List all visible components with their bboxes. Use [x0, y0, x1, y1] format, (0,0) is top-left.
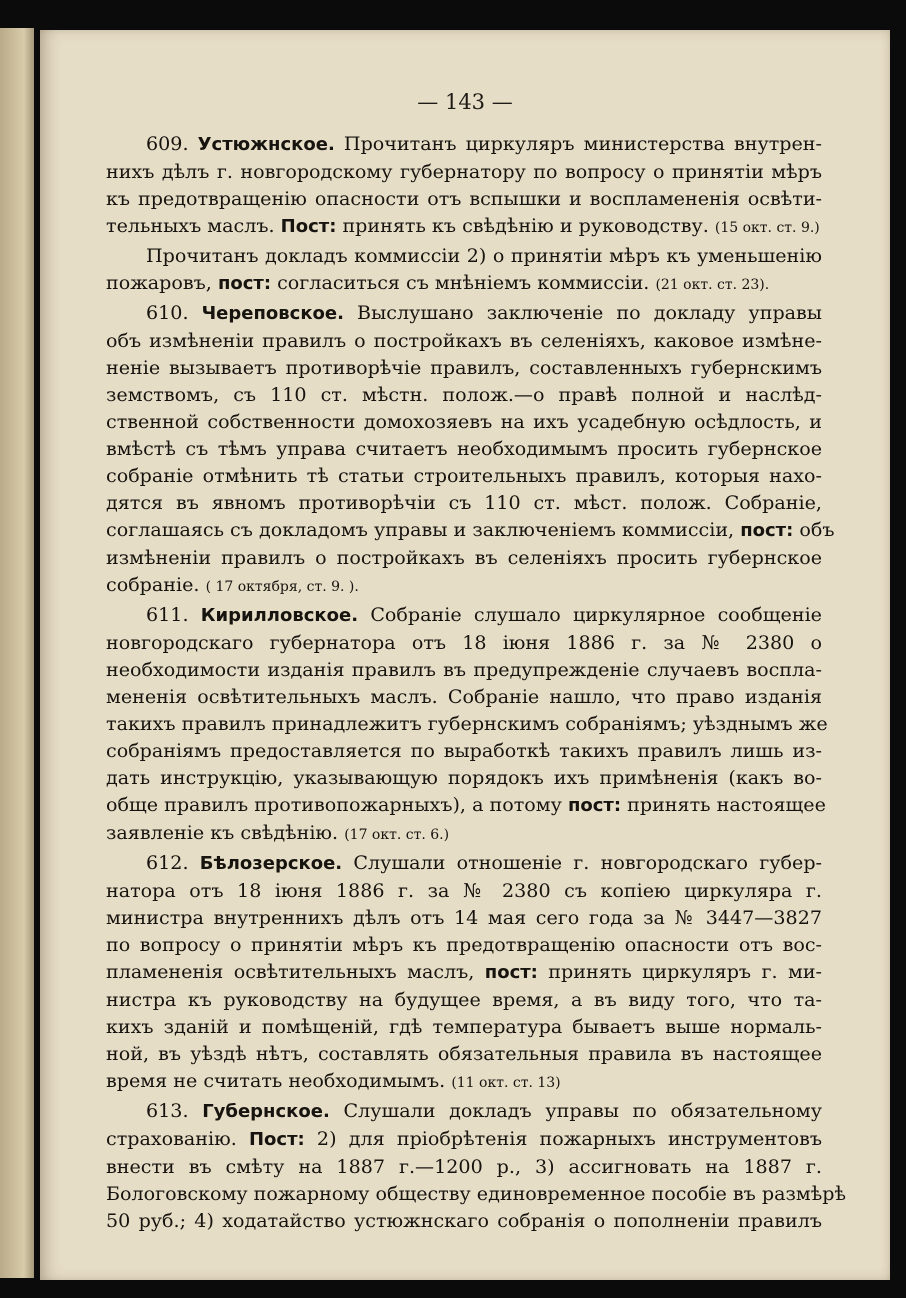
text-run: нистра къ руководству на будущее время, а въ виду того, что та-: [106, 988, 822, 1011]
text-run: пламененія освѣтительныхъ маслъ,: [106, 960, 485, 983]
text-line: [106, 489, 822, 516]
text-run: по вопросу о принятіи мѣръ къ предотвращенію опасности отъ вос-: [106, 933, 822, 956]
text-line: [106, 1153, 822, 1180]
text-run: къ предотвращенію опасности отъ вспышки и воспламененія освѣти-: [106, 187, 822, 210]
text-run: страхованію.: [106, 1127, 249, 1150]
text-run: собраніе.: [106, 573, 206, 596]
text-run: соглашаясь съ докладомъ управы и заключеніемъ коммиссіи,: [106, 518, 741, 541]
text-run: мененія освѣтительныхъ маслъ. Собраніе нашло, что право изданія: [106, 685, 822, 708]
text-run: собраніямъ предоставляется по выработкѣ такихъ правилъ лишь из-: [106, 739, 822, 762]
text-line: [106, 986, 822, 1013]
text-run: натора отъ 18 іюня 1886 г. за № 2380 съ копіею циркуляра г.: [106, 879, 822, 902]
text-line: [106, 791, 826, 819]
text-run: 611.: [146, 603, 201, 626]
text-line: [106, 1207, 822, 1234]
text-run: министра внутреннихъ дѣлъ отъ 14 мая сего года за № 3447—3827: [106, 906, 822, 929]
text-run: пожаровъ,: [106, 271, 218, 294]
text-line: [106, 381, 822, 408]
text-run: заявленіе къ свѣдѣнію.: [106, 821, 345, 844]
text-run: Бологовскому пожарному обществу единовременное пособіе въ размѣрѣ: [106, 1182, 847, 1205]
text-run: согласиться съ мнѣніемъ коммиссіи.: [271, 271, 656, 294]
text-line: [106, 710, 828, 737]
text-run: Слушали отношеніе г. новгородскаго губер-: [342, 851, 822, 874]
text-run: принять настоящее: [621, 793, 826, 816]
text-run: обще правилъ противопожарныхъ), а потому: [106, 793, 568, 816]
text-line: [106, 1097, 822, 1125]
text-line: [106, 1040, 822, 1067]
text-line: [106, 571, 822, 601]
text-line: [106, 737, 822, 764]
text-run: 610.: [146, 301, 202, 324]
text-line: [106, 1067, 822, 1097]
text-run: измѣненіи правилъ о постройкахъ въ селеніяхъ просить губернское: [106, 546, 822, 569]
bold-term: Пост:: [280, 216, 337, 237]
text-line: [106, 764, 822, 791]
text-line: [106, 629, 822, 656]
bold-term: пост:: [740, 520, 794, 541]
text-line: [106, 958, 822, 986]
bold-term: Череповское.: [201, 303, 344, 324]
text-line: [106, 462, 822, 489]
text-line: [106, 435, 822, 462]
text-run: собраніе отмѣнить тѣ статьи строительныхъ правилъ, которыя нахо-: [106, 464, 822, 487]
text-line: [106, 130, 822, 158]
text-run: 2) для пріобрѣтенія пожарныхъ инструментовъ: [304, 1127, 822, 1150]
text-line: [106, 516, 835, 544]
book-page: [40, 30, 890, 1280]
text-run: ственной собственности домохозяевъ на ихъ усадебную осѣдлость, и: [106, 410, 822, 433]
text-run: земствомъ, съ 110 ст. мѣстн. полож.—о правѣ полной и наслѣд-: [106, 383, 822, 406]
text-line: [106, 327, 822, 354]
text-run: Прочитанъ циркуляръ министерства внутрен-: [334, 132, 822, 155]
text-run: время не считать необходимымъ.: [106, 1069, 452, 1092]
bold-term: Губернское.: [202, 1101, 330, 1122]
text-line: [106, 408, 822, 435]
text-line: [106, 1180, 847, 1207]
text-run: тельныхъ маслъ.: [106, 214, 281, 237]
text-line: [106, 299, 822, 327]
text-run: объ измѣненіи правилъ о постройкахъ въ селеніяхъ, каковое измѣне-: [106, 329, 822, 352]
text-run: такихъ правилъ принадлежитъ губернскимъ собраніямъ; уѣзднымъ же: [106, 712, 828, 735]
text-line: [106, 601, 822, 629]
text-run: принять циркуляръ г. ми-: [537, 960, 822, 983]
text-line: [106, 185, 822, 212]
text-line: [106, 656, 822, 683]
text-run: объ: [793, 518, 835, 541]
text-run: дятся въ явномъ противорѣчіи съ 110 ст. мѣст. полож. Собраніе,: [106, 491, 822, 514]
text-line: [106, 1125, 822, 1153]
reference-note: ( 17 октября, ст. 9. ).: [205, 579, 359, 595]
text-line: [106, 212, 822, 242]
text-run: 613.: [146, 1099, 203, 1122]
text-run: внести въ смѣту на 1887 г.—1200 р., 3) ассигновать на 1887 г.: [106, 1155, 822, 1178]
reference-note: (15 окт. ст. 9.): [714, 220, 820, 236]
text-line: [106, 354, 822, 381]
text-run: ной, въ уѣздѣ нѣтъ, составлять обязательныя правила въ настоящее: [106, 1042, 822, 1065]
text-run: Слушали докладъ управы по обязательному: [329, 1099, 822, 1122]
text-line: [106, 544, 822, 571]
text-line: [106, 849, 822, 877]
text-run: Собраніе слушало циркулярное сообщеніе: [358, 603, 822, 626]
bold-term: пост:: [567, 795, 622, 816]
text-line: [106, 877, 822, 904]
text-run: 50 руб.; 4) ходатайство устюжнскаго собранія о пополненіи правилъ: [106, 1209, 822, 1232]
text-run: 609.: [146, 132, 198, 155]
text-run: кихъ зданій и помѣщеній, гдѣ температура бываетъ выше нормаль-: [106, 1015, 822, 1038]
bold-term: Бѣлозерское.: [199, 853, 343, 874]
text-run: нихъ дѣлъ г. новгородскому губернатору по вопросу о принятіи мѣръ: [106, 160, 822, 183]
bold-term: Устюжнское.: [197, 134, 335, 155]
text-run: 612.: [146, 851, 200, 874]
text-line: [106, 819, 822, 849]
reference-note: (21 окт. ст. 23).: [655, 277, 770, 293]
previous-page-edge: [0, 28, 34, 1278]
bold-term: Кирилловское.: [200, 605, 359, 626]
text-run: необходимости изданія правилъ въ предупрежденіе случаевъ воспла-: [106, 658, 822, 681]
text-run: неніе вызываетъ противорѣчіе правилъ, составленныхъ губернскимъ: [106, 356, 822, 379]
text-line: [106, 269, 822, 299]
text-run: Прочитанъ докладъ коммиссіи 2) о принятіи мѣръ къ уменьшенію: [146, 244, 822, 267]
text-line: [106, 683, 822, 710]
text-line: [106, 1013, 822, 1040]
reference-note: (17 окт. ст. 6.): [344, 827, 450, 843]
reference-note: (11 окт. ст. 13): [451, 1075, 561, 1091]
text-run: Выслушано заключеніе по докладу управы: [343, 301, 822, 324]
text-line: [106, 904, 822, 931]
page-number: — 143 —: [417, 90, 513, 114]
bold-term: пост:: [484, 962, 538, 983]
text-line: [106, 931, 822, 958]
bold-term: Пост:: [248, 1129, 305, 1150]
text-line: [106, 242, 822, 269]
text-run: новгородскаго губернатора отъ 18 іюня 1886 г. за № 2380 о: [106, 631, 822, 654]
page-body-text: [106, 130, 847, 1234]
text-run: вмѣстѣ съ тѣмъ управа считаетъ необходимымъ просить губернское: [106, 437, 822, 460]
text-run: дать инструкцію, указывающую порядокъ ихъ примѣненія (какъ во-: [106, 766, 822, 789]
bold-term: пост:: [217, 273, 272, 294]
text-run: принять къ свѣдѣнію и руководству.: [336, 214, 715, 237]
text-line: [106, 158, 822, 185]
